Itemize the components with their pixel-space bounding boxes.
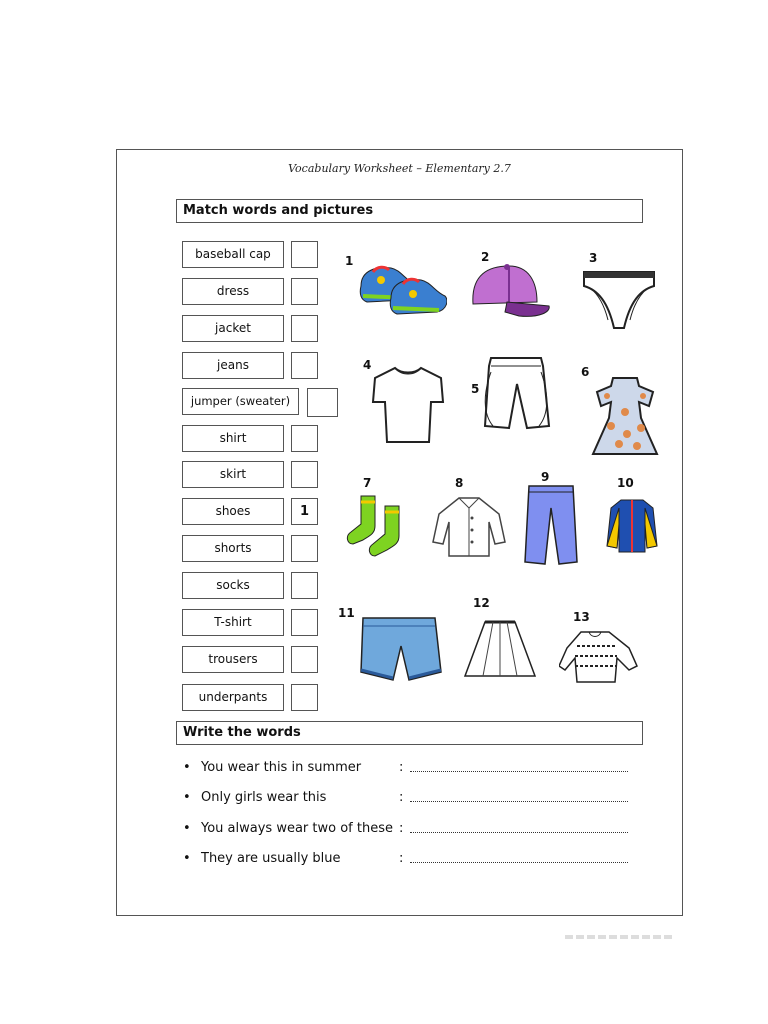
write-question: Only girls wear this <box>201 790 327 805</box>
write-section-header: Write the words <box>176 721 643 745</box>
picture-number: 1 <box>345 254 354 268</box>
picture-number: 9 <box>541 470 550 484</box>
tshirt-picture <box>371 362 447 448</box>
worksheet-page <box>116 149 683 916</box>
write-item <box>183 788 643 808</box>
jacket-picture <box>603 496 661 558</box>
picture-number: 3 <box>589 251 598 265</box>
answer-box[interactable] <box>291 461 318 488</box>
picture-number: 8 <box>455 476 464 490</box>
document-title: Vocabulary Worksheet – Elementary 2.7 <box>288 162 511 175</box>
write-question: They are usually blue <box>201 851 341 866</box>
shorts-picture <box>359 614 445 686</box>
answer-box[interactable]: 1 <box>291 498 318 525</box>
answer-box[interactable] <box>291 241 318 268</box>
word-box-baseball-cap: baseball cap <box>182 241 284 268</box>
answer-line[interactable] <box>410 771 628 772</box>
bullet: • <box>183 821 191 836</box>
trousers-picture <box>479 354 555 432</box>
footer-watermark <box>565 935 675 939</box>
picture-number: 11 <box>338 606 355 620</box>
socks-picture <box>345 492 415 562</box>
answer-box[interactable] <box>291 609 318 636</box>
picture-number: 6 <box>581 365 590 379</box>
word-box-shoes: shoes <box>182 498 284 525</box>
answer-line[interactable] <box>410 832 628 833</box>
write-item <box>183 758 643 778</box>
jumper-picture <box>559 626 639 688</box>
underpants-picture <box>580 268 660 336</box>
word-box-shorts: shorts <box>182 535 284 562</box>
match-section-header: Match words and pictures <box>176 199 643 223</box>
answer-box[interactable] <box>291 425 318 452</box>
answer-line[interactable] <box>410 862 628 863</box>
colon: : <box>399 790 404 805</box>
answer-box[interactable] <box>291 684 318 711</box>
jeans-picture <box>523 484 583 566</box>
colon: : <box>399 851 404 866</box>
answer-box[interactable] <box>291 315 318 342</box>
colon: : <box>399 821 404 836</box>
picture-number: 2 <box>481 250 490 264</box>
answer-box[interactable] <box>291 535 318 562</box>
answer-box[interactable] <box>291 572 318 599</box>
word-box-underpants: underpants <box>182 684 284 711</box>
bullet: • <box>183 790 191 805</box>
picture-number: 4 <box>363 358 372 372</box>
word-box-dress: dress <box>182 278 284 305</box>
answer-box[interactable] <box>291 646 318 673</box>
word-box-jumper: jumper (sweater) <box>182 388 299 415</box>
cap-picture <box>469 262 553 324</box>
word-box-jeans: jeans <box>182 352 284 379</box>
picture-number: 12 <box>473 596 490 610</box>
colon: : <box>399 760 404 775</box>
picture-number: 13 <box>573 610 590 624</box>
picture-number: 5 <box>471 382 480 396</box>
write-question: You wear this in summer <box>201 760 362 775</box>
answer-line[interactable] <box>410 801 628 802</box>
dress-picture <box>589 372 661 460</box>
picture-number: 10 <box>617 476 634 490</box>
word-box-shirt: shirt <box>182 425 284 452</box>
shirt-picture <box>429 494 509 560</box>
word-box-skirt: skirt <box>182 461 284 488</box>
word-box-jacket: jacket <box>182 315 284 342</box>
skirt-picture <box>463 618 539 680</box>
answer-box[interactable] <box>291 278 318 305</box>
bullet: • <box>183 760 191 775</box>
write-item <box>183 849 643 869</box>
word-box-tshirt: T-shirt <box>182 609 284 636</box>
bullet: • <box>183 851 191 866</box>
word-box-socks: socks <box>182 572 284 599</box>
answer-box[interactable] <box>307 388 338 417</box>
write-item <box>183 819 643 839</box>
answer-box[interactable] <box>291 352 318 379</box>
shoes-picture <box>355 248 447 320</box>
write-question: You always wear two of these <box>201 821 393 836</box>
picture-number: 7 <box>363 476 372 490</box>
word-box-trousers: trousers <box>182 646 284 673</box>
